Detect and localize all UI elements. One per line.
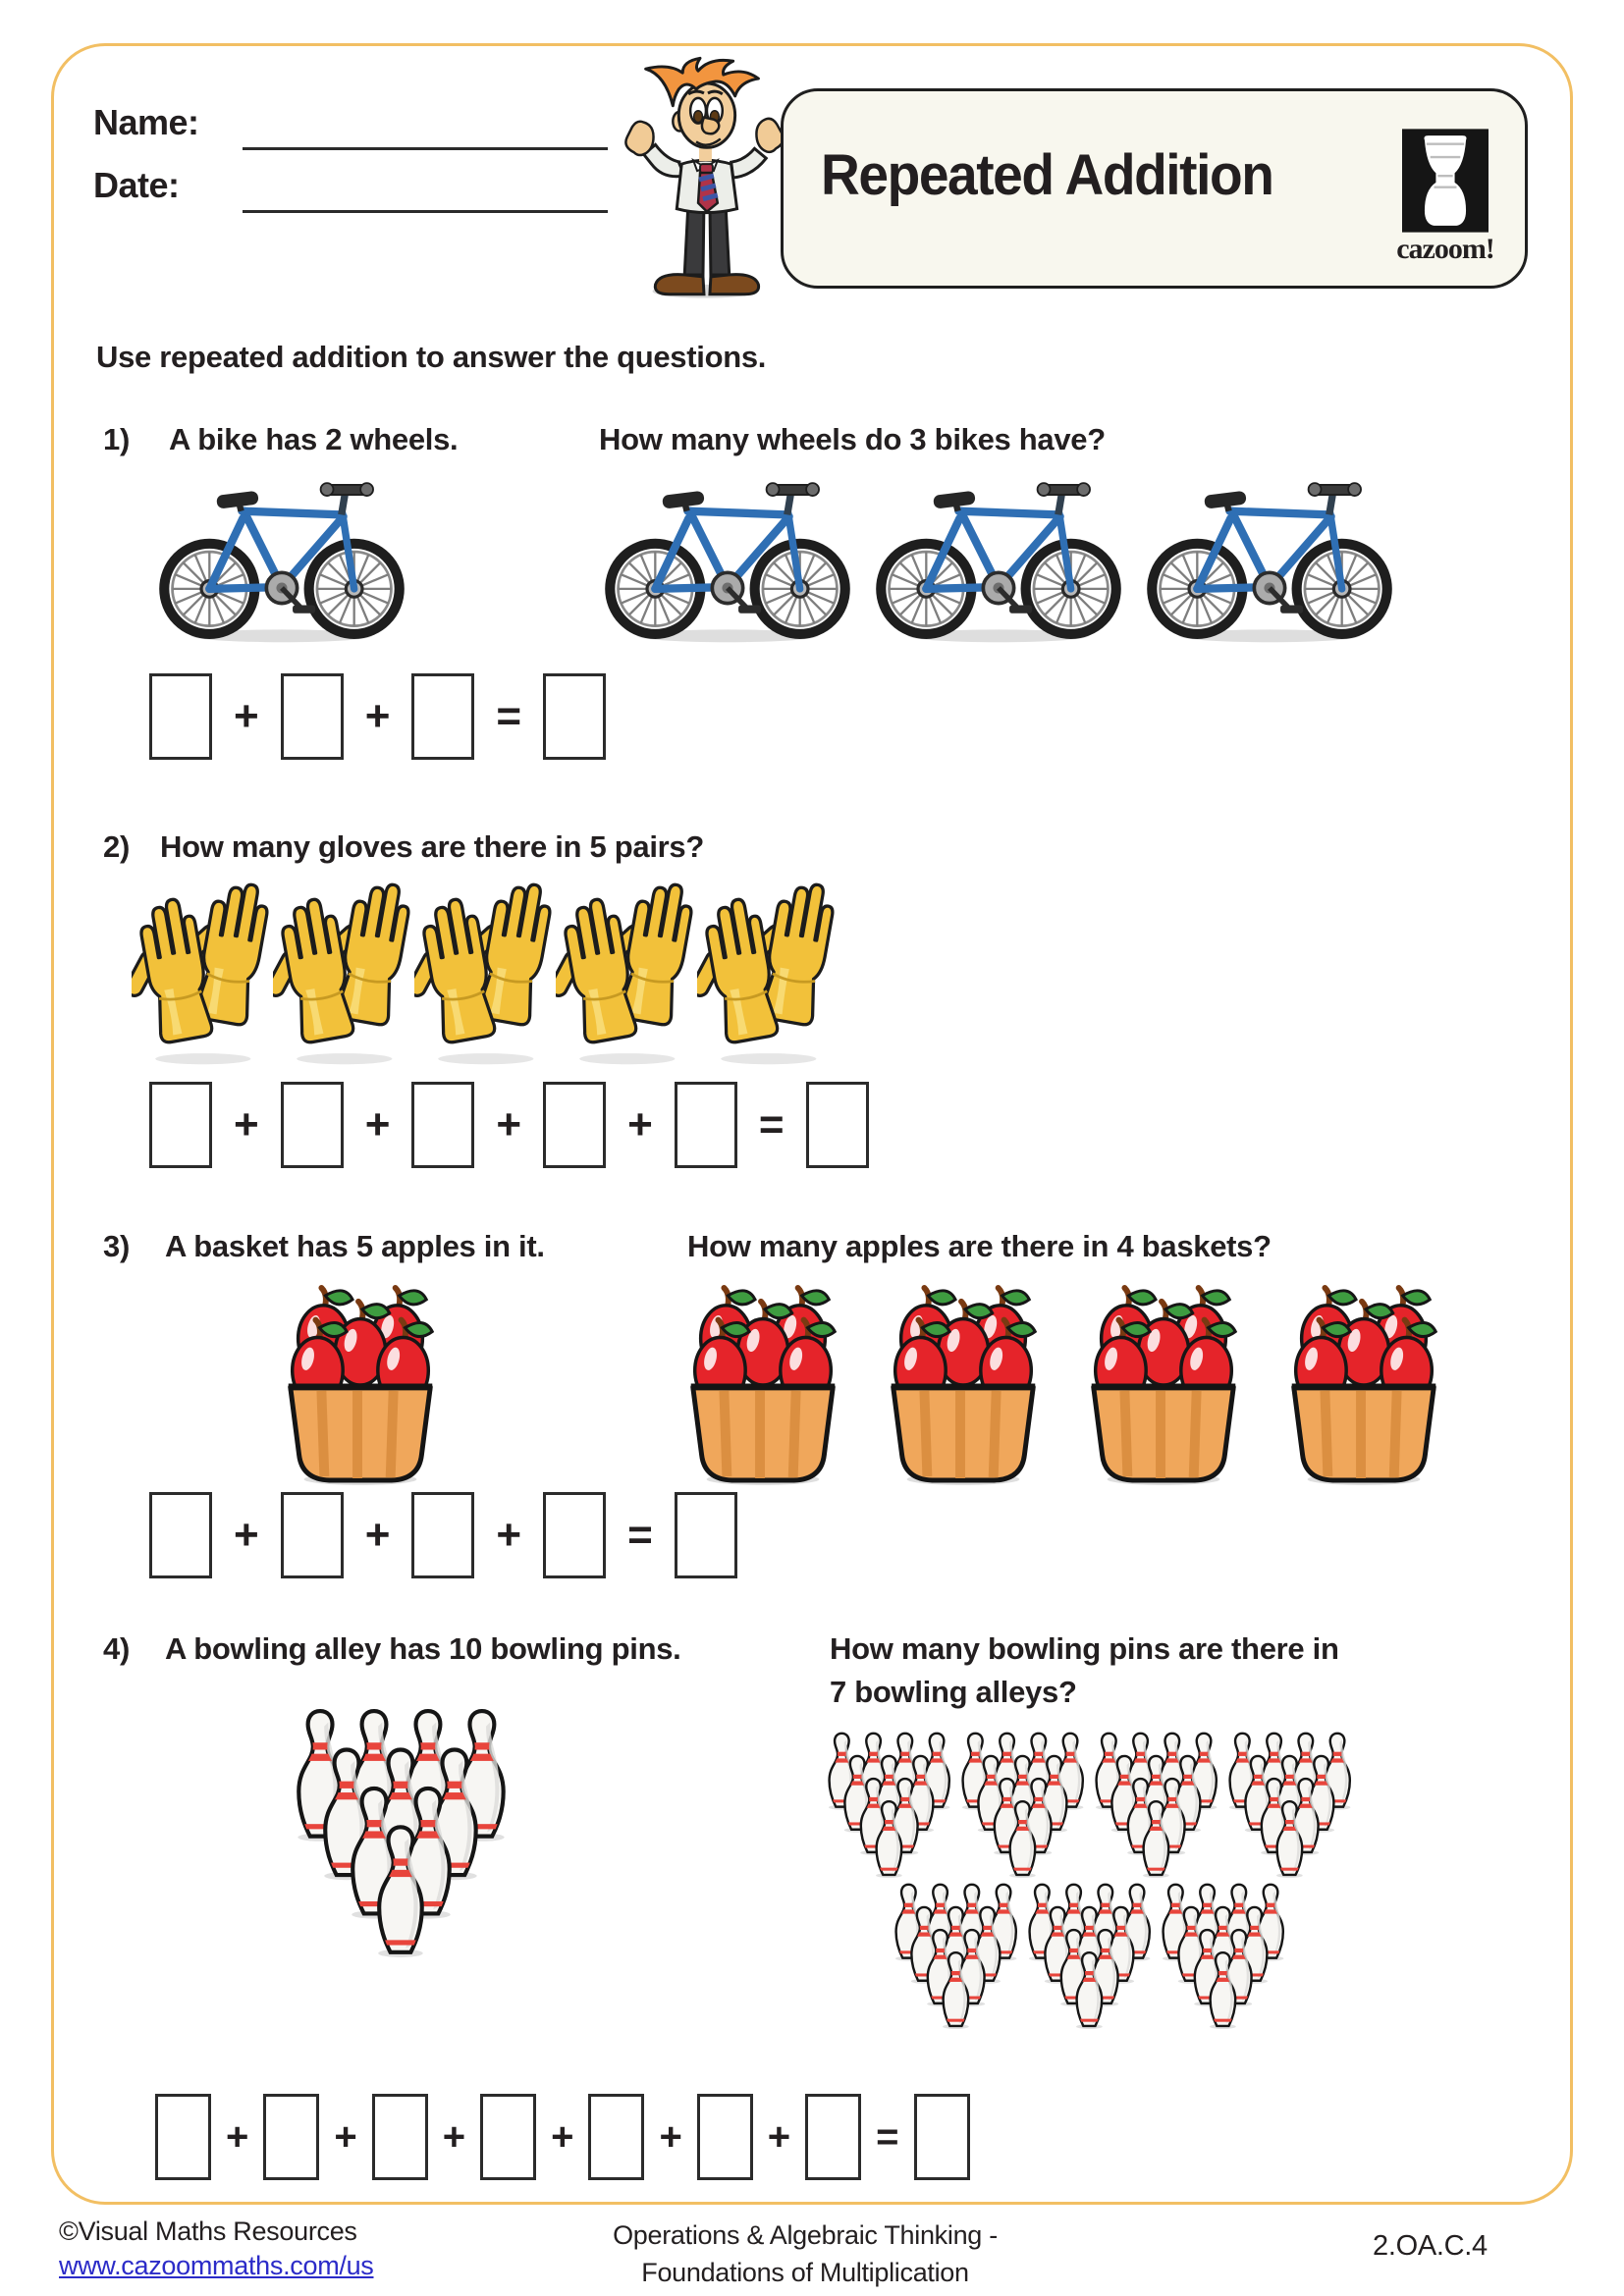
q1-number: 1): [103, 422, 130, 456]
plus-sign: +: [226, 2115, 249, 2159]
answer-box[interactable]: [149, 673, 212, 760]
plus-sign: +: [659, 2115, 682, 2159]
cazoom-logo: [1391, 127, 1499, 266]
plus-sign: +: [496, 1511, 522, 1559]
q1-equation: [149, 673, 606, 760]
footer-center: [491, 2216, 1119, 2291]
bike-icon: [601, 473, 854, 645]
answer-box[interactable]: [149, 1492, 212, 1578]
q4-example-image: [295, 1708, 509, 1962]
answer-box[interactable]: [281, 1082, 344, 1168]
plus-sign: +: [551, 2115, 574, 2159]
q3-statement: A basket has 5 apples in it.: [165, 1229, 545, 1263]
plus-sign: +: [364, 1100, 391, 1148]
date-label: Date:: [93, 165, 180, 205]
plus-sign: +: [364, 692, 391, 740]
page-title: Repeated Addition: [821, 143, 1273, 207]
answer-box[interactable]: [543, 1492, 606, 1578]
date-write-line[interactable]: [243, 210, 608, 213]
name-label: Name:: [93, 102, 199, 142]
answer-box[interactable]: [411, 1082, 474, 1168]
footer-link[interactable]: www.cazoommaths.com/us: [59, 2251, 374, 2280]
title-box: [781, 88, 1528, 289]
apple-basket-icon: [1066, 1278, 1261, 1487]
q1-example-image: [155, 473, 408, 650]
answer-box[interactable]: [543, 673, 606, 760]
apple-basket-icon: [263, 1278, 458, 1487]
standard-code: 2.OA.C.4: [1373, 2230, 1488, 2262]
answer-box[interactable]: [411, 673, 474, 760]
answer-box[interactable]: [697, 2094, 753, 2180]
q1-statement: A bike has 2 wheels.: [169, 422, 459, 456]
answer-box[interactable]: [675, 1492, 737, 1578]
glove-pair-icon: [273, 876, 410, 1068]
q3-group-images: [666, 1278, 1461, 1487]
pin-set-icon: [1227, 1732, 1353, 1878]
equals-sign: =: [876, 2115, 899, 2159]
cartoon-character-illustration: [611, 55, 795, 298]
plus-sign: +: [234, 1511, 259, 1559]
answer-box[interactable]: [806, 1082, 869, 1168]
plus-sign: +: [442, 2115, 466, 2159]
name-write-line[interactable]: [243, 147, 608, 150]
pin-set-icon: [295, 1708, 509, 1957]
q3-number: 3): [103, 1229, 130, 1263]
equals-sign: =: [627, 1511, 653, 1559]
answer-box[interactable]: [149, 1082, 212, 1168]
q3-example-image: [263, 1278, 458, 1492]
answer-box[interactable]: [805, 2094, 861, 2180]
cazoom-logo-text: cazoom!: [1396, 233, 1494, 265]
equals-sign: =: [496, 692, 522, 740]
pin-set-icon: [960, 1732, 1086, 1878]
apple-basket-icon: [666, 1278, 860, 1487]
pin-set-icon: [827, 1732, 952, 1878]
plus-sign: +: [234, 692, 259, 740]
plus-sign: +: [627, 1100, 653, 1148]
answer-box[interactable]: [588, 2094, 644, 2180]
equals-sign: =: [758, 1100, 785, 1148]
pin-set-icon: [1161, 1883, 1286, 2029]
plus-sign: +: [334, 2115, 357, 2159]
bike-icon: [155, 473, 408, 645]
q2-group-images: [132, 876, 835, 1068]
q2-equation: [149, 1082, 869, 1168]
answer-box[interactable]: [281, 1492, 344, 1578]
pin-set-icon: [1027, 1883, 1153, 2029]
cazoom-drum-icon: [1402, 127, 1489, 235]
pin-set-icon: [893, 1883, 1019, 2029]
plus-sign: +: [234, 1100, 259, 1148]
footer-center-line2: Foundations of Multiplication: [641, 2258, 969, 2287]
q4-group-images: [823, 1732, 1357, 2029]
q4-number: 4): [103, 1631, 130, 1666]
answer-box[interactable]: [281, 673, 344, 760]
instruction-text: Use repeated addition to answer the questions.: [96, 340, 767, 374]
apple-basket-icon: [1267, 1278, 1461, 1487]
q1-question: How many wheels do 3 bikes have?: [599, 422, 1106, 456]
footer-copyright: ©Visual Maths Resources: [59, 2216, 357, 2246]
answer-box[interactable]: [543, 1082, 606, 1168]
q2-statement: How many gloves are there in 5 pairs?: [160, 829, 704, 864]
plus-sign: +: [767, 2115, 791, 2159]
glove-pair-icon: [132, 876, 269, 1068]
answer-box[interactable]: [675, 1082, 737, 1168]
answer-box[interactable]: [372, 2094, 428, 2180]
answer-box[interactable]: [263, 2094, 319, 2180]
answer-box[interactable]: [155, 2094, 211, 2180]
q4-question-line2: 7 bowling alleys?: [830, 1675, 1077, 1709]
q4-statement: A bowling alley has 10 bowling pins.: [165, 1631, 681, 1666]
answer-box[interactable]: [480, 2094, 536, 2180]
glove-pair-icon: [556, 876, 693, 1068]
q3-question: How many apples are there in 4 baskets?: [687, 1229, 1272, 1263]
pin-set-icon: [1094, 1732, 1219, 1878]
q1-group-images: [601, 473, 1396, 645]
q3-equation: [149, 1492, 737, 1578]
q4-equation: [155, 2094, 970, 2180]
answer-box[interactable]: [914, 2094, 970, 2180]
footer-center-line1: Operations & Algebraic Thinking -: [613, 2220, 998, 2250]
glove-pair-icon: [697, 876, 835, 1068]
q4-question-line1: How many bowling pins are there in: [830, 1631, 1339, 1666]
bike-icon: [1143, 473, 1396, 645]
glove-pair-icon: [414, 876, 552, 1068]
q2-number: 2): [103, 829, 130, 864]
plus-sign: +: [496, 1100, 522, 1148]
answer-box[interactable]: [411, 1492, 474, 1578]
apple-basket-icon: [866, 1278, 1060, 1487]
bike-icon: [872, 473, 1125, 645]
plus-sign: +: [364, 1511, 391, 1559]
